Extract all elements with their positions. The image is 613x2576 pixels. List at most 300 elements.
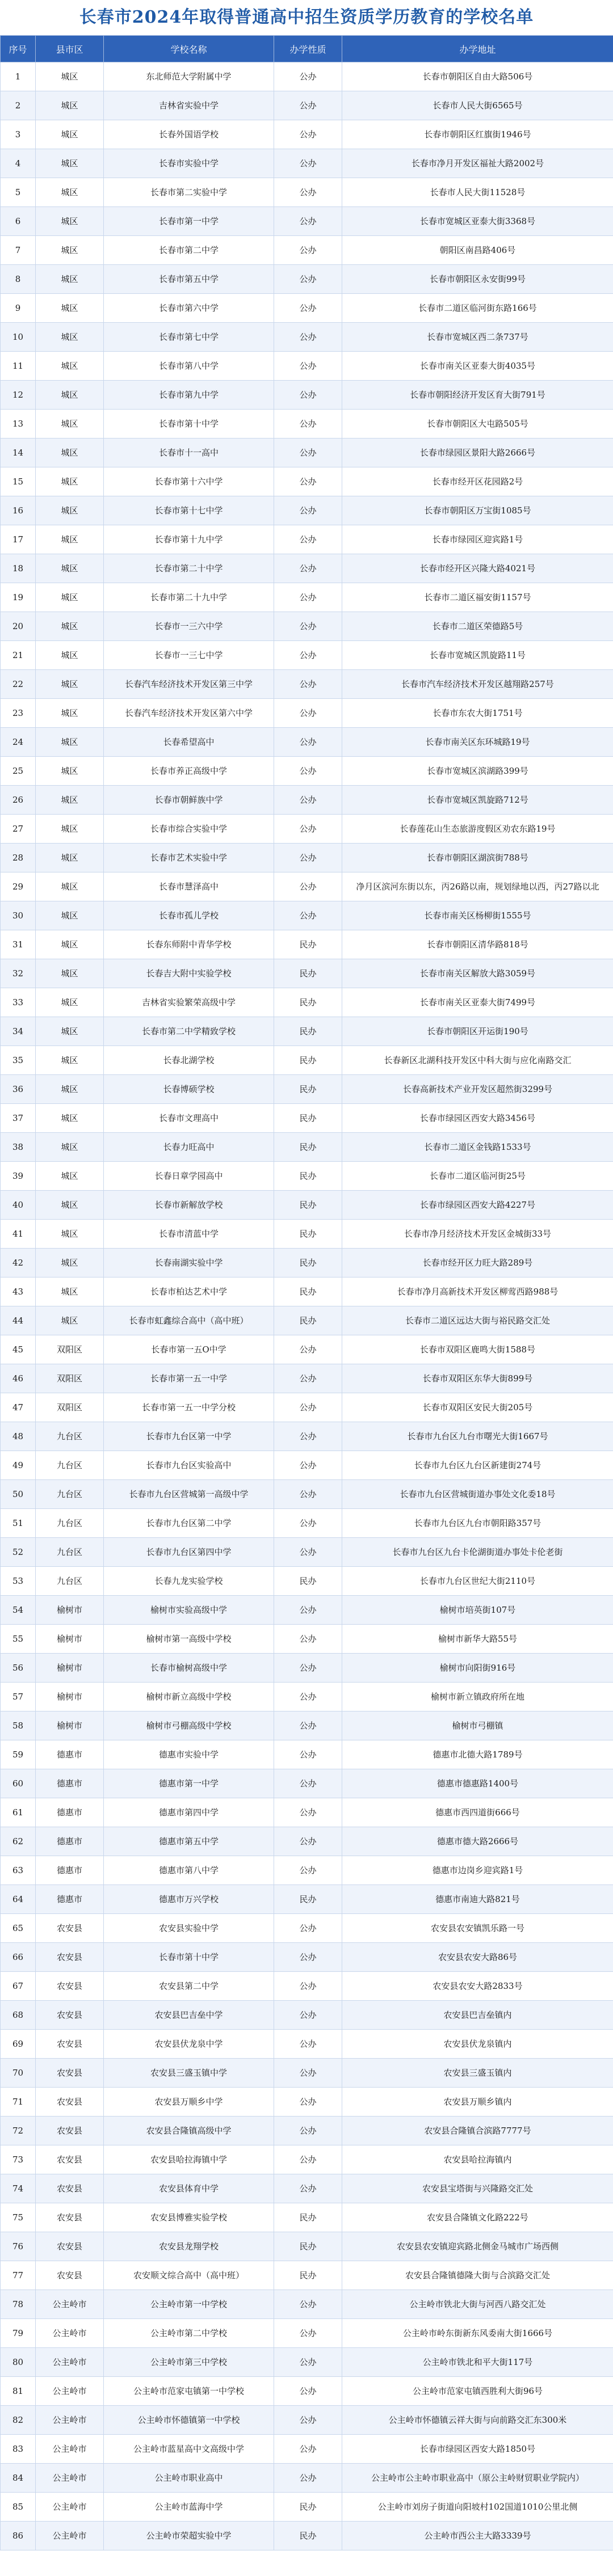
cell-index: 55	[1, 1625, 36, 1654]
cell-address: 长春市朝阳区万宝街1085号	[342, 496, 613, 525]
table-row	[1, 1827, 613, 1856]
cell-district: 榆树市	[36, 1683, 104, 1711]
cell-school-type: 公办	[274, 728, 342, 757]
cell-school-name: 长春市九台区第一中学	[104, 1422, 274, 1451]
table-row	[1, 2174, 613, 2203]
cell-district: 九台区	[36, 1509, 104, 1538]
cell-district: 农安县	[36, 2001, 104, 2030]
cell-school-type: 公办	[274, 872, 342, 901]
table-row	[1, 1335, 613, 1364]
cell-address: 长春市二道区金钱路1533号	[342, 1133, 613, 1162]
cell-school-type: 公办	[274, 1625, 342, 1654]
table-row	[1, 1885, 613, 1914]
cell-school-type: 公办	[274, 786, 342, 815]
table-row	[1, 612, 613, 641]
cell-school-name: 公主岭市职业高中	[104, 2464, 274, 2493]
cell-school-type: 公办	[274, 2030, 342, 2059]
cell-school-name: 公主岭市怀德镇第一中学校	[104, 2406, 274, 2435]
cell-address: 公主岭市范家屯镇西胜利大街96号	[342, 2377, 613, 2406]
cell-school-name: 农安县哈拉海镇中学	[104, 2145, 274, 2174]
cell-school-type: 民办	[274, 1278, 342, 1306]
cell-index: 59	[1, 1740, 36, 1769]
cell-school-name: 长春市柏达艺术中学	[104, 1278, 274, 1306]
cell-address: 长春市九台区世纪大街2110号	[342, 1567, 613, 1596]
cell-school-type: 公办	[274, 352, 342, 381]
cell-district: 公主岭市	[36, 2348, 104, 2377]
cell-address: 农安县合隆镇文化路222号	[342, 2203, 613, 2232]
cell-district: 城区	[36, 670, 104, 699]
cell-district: 城区	[36, 467, 104, 496]
cell-address: 长春市宽城区西二条737号	[342, 323, 613, 352]
cell-address: 德惠市北德大路1789号	[342, 1740, 613, 1769]
cell-address: 长春市朝阳区大屯路505号	[342, 410, 613, 439]
cell-address: 榆树市新华大路55号	[342, 1625, 613, 1654]
cell-address: 长春市净月高新技术开发区柳莺西路988号	[342, 1278, 613, 1306]
cell-school-type: 公办	[274, 2117, 342, 2145]
cell-school-type: 民办	[274, 1104, 342, 1133]
cell-district: 城区	[36, 1046, 104, 1075]
table-row	[1, 1191, 613, 1220]
cell-index: 21	[1, 641, 36, 670]
cell-district: 城区	[36, 988, 104, 1017]
cell-address: 长春市九台区九台卡伦湖街道办事处卡伦老街	[342, 1538, 613, 1567]
cell-school-name: 吉林省实验中学	[104, 91, 274, 120]
cell-school-name: 长春市第六中学	[104, 294, 274, 323]
cell-index: 65	[1, 1914, 36, 1943]
cell-school-type: 公办	[274, 2435, 342, 2464]
table-row	[1, 1278, 613, 1306]
cell-index: 61	[1, 1798, 36, 1827]
table-row	[1, 728, 613, 757]
cell-address: 长春市九台区九台区新建街274号	[342, 1451, 613, 1480]
cell-address: 长春市绿园区西安大路4227号	[342, 1191, 613, 1220]
cell-school-name: 长春市九台区实验高中	[104, 1451, 274, 1480]
cell-school-type: 公办	[274, 120, 342, 149]
cell-index: 5	[1, 178, 36, 207]
cell-school-type: 公办	[274, 1422, 342, 1451]
cell-school-type: 公办	[274, 207, 342, 236]
cell-school-type: 公办	[274, 815, 342, 844]
cell-school-name: 长春市慧泽高中	[104, 872, 274, 901]
cell-index: 25	[1, 757, 36, 786]
cell-address: 长春市九台区营城街道办事处文化委18号	[342, 1480, 613, 1509]
cell-address: 长春市净月开发区福祉大路2002号	[342, 149, 613, 178]
cell-school-type: 公办	[274, 178, 342, 207]
cell-district: 城区	[36, 265, 104, 294]
table-row	[1, 2261, 613, 2290]
cell-district: 城区	[36, 294, 104, 323]
cell-index: 69	[1, 2030, 36, 2059]
cell-school-type: 公办	[274, 1914, 342, 1943]
cell-school-name: 榆树市实验高级中学	[104, 1596, 274, 1625]
cell-district: 城区	[36, 207, 104, 236]
cell-district: 城区	[36, 120, 104, 149]
cell-district: 城区	[36, 236, 104, 265]
cell-district: 城区	[36, 1220, 104, 1249]
cell-school-type: 公办	[274, 236, 342, 265]
cell-address: 长春市净月经济技术开发区金城街33号	[342, 1220, 613, 1249]
cell-school-type: 公办	[274, 1943, 342, 1972]
cell-school-name: 长春东师附中青华学校	[104, 930, 274, 959]
cell-district: 九台区	[36, 1422, 104, 1451]
cell-district: 城区	[36, 554, 104, 583]
cell-address: 榆树市培英街107号	[342, 1596, 613, 1625]
cell-district: 德惠市	[36, 1885, 104, 1914]
cell-address: 公主岭市刘房子街道向阳坡村102国道1010公里北侧	[342, 2493, 613, 2522]
cell-school-type: 公办	[274, 439, 342, 467]
cell-school-name: 德惠市第八中学	[104, 1856, 274, 1885]
cell-index: 82	[1, 2406, 36, 2435]
cell-district: 农安县	[36, 1914, 104, 1943]
cell-index: 44	[1, 1306, 36, 1335]
cell-index: 28	[1, 844, 36, 872]
cell-index: 27	[1, 815, 36, 844]
cell-school-type: 公办	[274, 467, 342, 496]
cell-school-type: 公办	[274, 1683, 342, 1711]
cell-school-type: 公办	[274, 1856, 342, 1885]
cell-index: 20	[1, 612, 36, 641]
cell-district: 城区	[36, 1162, 104, 1191]
cell-district: 城区	[36, 439, 104, 467]
cell-school-name: 长春力旺高中	[104, 1133, 274, 1162]
cell-address: 长春市二道区荣德路5号	[342, 612, 613, 641]
cell-school-type: 公办	[274, 757, 342, 786]
table-row	[1, 583, 613, 612]
cell-school-type: 公办	[274, 1827, 342, 1856]
cell-address: 长春莲花山生态旅游度假区劝农东路19号	[342, 815, 613, 844]
cell-index: 38	[1, 1133, 36, 1162]
cell-school-type: 公办	[274, 91, 342, 120]
cell-district: 德惠市	[36, 1827, 104, 1856]
cell-district: 城区	[36, 699, 104, 728]
table-row	[1, 786, 613, 815]
cell-address: 长春市二道区临河街25号	[342, 1162, 613, 1191]
table-row	[1, 2290, 613, 2319]
cell-index: 31	[1, 930, 36, 959]
table-row	[1, 815, 613, 844]
cell-school-name: 榆树市新立高级中学校	[104, 1683, 274, 1711]
cell-address: 长春市绿园区西安大路3456号	[342, 1104, 613, 1133]
cell-school-type: 公办	[274, 583, 342, 612]
cell-school-type: 民办	[274, 1567, 342, 1596]
cell-address: 农安县合隆镇德隆大街与合滨路交汇处	[342, 2261, 613, 2290]
table-row	[1, 410, 613, 439]
table-row	[1, 120, 613, 149]
cell-school-name: 长春市九台区营城第一高级中学	[104, 1480, 274, 1509]
cell-index: 41	[1, 1220, 36, 1249]
table-row	[1, 439, 613, 467]
table-row	[1, 959, 613, 988]
cell-school-type: 民办	[274, 2493, 342, 2522]
table-row	[1, 525, 613, 554]
cell-school-name: 公主岭市第一中学校	[104, 2290, 274, 2319]
cell-index: 70	[1, 2059, 36, 2088]
cell-address: 公主岭市怀德镇云祥大街与向前路交汇东300米	[342, 2406, 613, 2435]
table-row	[1, 872, 613, 901]
cell-district: 城区	[36, 844, 104, 872]
cell-school-name: 长春日章学园高中	[104, 1162, 274, 1191]
cell-district: 城区	[36, 323, 104, 352]
table-row	[1, 1249, 613, 1278]
cell-district: 公主岭市	[36, 2493, 104, 2522]
cell-index: 33	[1, 988, 36, 1017]
cell-school-name: 长春市第十中学	[104, 410, 274, 439]
cell-school-name: 长春市文理高中	[104, 1104, 274, 1133]
table-row	[1, 2435, 613, 2464]
table-row	[1, 1509, 613, 1538]
cell-address: 榆树市向阳街916号	[342, 1654, 613, 1683]
cell-index: 71	[1, 2088, 36, 2117]
cell-index: 2	[1, 91, 36, 120]
cell-school-type: 民办	[274, 1162, 342, 1191]
cell-district: 城区	[36, 525, 104, 554]
cell-school-type: 公办	[274, 323, 342, 352]
cell-school-name: 长春市第五中学	[104, 265, 274, 294]
cell-address: 长春市宽城区凯旋路712号	[342, 786, 613, 815]
cell-address: 长春市经开区力旺大路289号	[342, 1249, 613, 1278]
cell-district: 城区	[36, 757, 104, 786]
cell-index: 37	[1, 1104, 36, 1133]
cell-address: 公主岭市西公主大路3339号	[342, 2522, 613, 2550]
table-row	[1, 2203, 613, 2232]
cell-school-type: 公办	[274, 265, 342, 294]
cell-school-type: 公办	[274, 1364, 342, 1393]
cell-school-name: 长春市第一五一中学	[104, 1364, 274, 1393]
cell-index: 18	[1, 554, 36, 583]
cell-district: 农安县	[36, 2117, 104, 2145]
cell-school-name: 长春希望高中	[104, 728, 274, 757]
cell-school-type: 公办	[274, 2406, 342, 2435]
cell-school-type: 民办	[274, 1017, 342, 1046]
cell-district: 城区	[36, 930, 104, 959]
cell-index: 72	[1, 2117, 36, 2145]
cell-index: 83	[1, 2435, 36, 2464]
column-header-index: 序号	[1, 36, 36, 62]
table-row	[1, 901, 613, 930]
cell-school-type: 公办	[274, 62, 342, 91]
cell-district: 城区	[36, 1017, 104, 1046]
cell-district: 城区	[36, 612, 104, 641]
cell-index: 23	[1, 699, 36, 728]
cell-index: 9	[1, 294, 36, 323]
cell-district: 榆树市	[36, 1596, 104, 1625]
table-row	[1, 988, 613, 1017]
cell-district: 双阳区	[36, 1335, 104, 1364]
cell-address: 长春市九台区九台市曙光大街1667号	[342, 1422, 613, 1451]
cell-index: 51	[1, 1509, 36, 1538]
cell-school-type: 民办	[274, 988, 342, 1017]
cell-school-name: 东北师范大学附属中学	[104, 62, 274, 91]
cell-address: 公主岭市公主岭市职业高中（原公主岭财贸职业学院内）	[342, 2464, 613, 2493]
table-row	[1, 236, 613, 265]
cell-district: 城区	[36, 496, 104, 525]
cell-school-name: 长春市第一五一中学分校	[104, 1393, 274, 1422]
cell-school-name: 长春市养正高级中学	[104, 757, 274, 786]
cell-index: 11	[1, 352, 36, 381]
cell-school-type: 公办	[274, 2319, 342, 2348]
cell-index: 81	[1, 2377, 36, 2406]
cell-school-name: 长春博硕学校	[104, 1075, 274, 1104]
cell-index: 60	[1, 1769, 36, 1798]
cell-school-type: 公办	[274, 2145, 342, 2174]
cell-index: 57	[1, 1683, 36, 1711]
cell-address: 农安县农安大路2833号	[342, 1972, 613, 2001]
cell-address: 长春市朝阳区永安街99号	[342, 265, 613, 294]
school-list-table	[0, 35, 613, 2550]
cell-index: 49	[1, 1451, 36, 1480]
cell-district: 公主岭市	[36, 2435, 104, 2464]
cell-address: 农安县宝塔街与兴隆路交汇处	[342, 2174, 613, 2203]
cell-district: 城区	[36, 352, 104, 381]
cell-address: 农安县三盛玉镇内	[342, 2059, 613, 2088]
cell-address: 农安县巴吉垒镇内	[342, 2001, 613, 2030]
cell-school-type: 公办	[274, 525, 342, 554]
cell-address: 农安县农安镇凯乐路一号	[342, 1914, 613, 1943]
cell-school-type: 公办	[274, 294, 342, 323]
cell-school-type: 公办	[274, 699, 342, 728]
cell-school-type: 公办	[274, 381, 342, 410]
cell-index: 3	[1, 120, 36, 149]
table-row	[1, 2059, 613, 2088]
cell-school-type: 公办	[274, 612, 342, 641]
cell-school-name: 榆树市第一高级中学校	[104, 1625, 274, 1654]
cell-district: 公主岭市	[36, 2522, 104, 2550]
cell-school-name: 农安县万顺乡中学	[104, 2088, 274, 2117]
cell-school-type: 公办	[274, 670, 342, 699]
cell-address: 净月区滨河东街以东，丙26路以南，规划绿地以西，丙27路以北	[342, 872, 613, 901]
cell-index: 86	[1, 2522, 36, 2550]
cell-address: 长春市朝阳区自由大路506号	[342, 62, 613, 91]
cell-district: 德惠市	[36, 1769, 104, 1798]
cell-school-name: 长春市艺术实验中学	[104, 844, 274, 872]
cell-school-type: 民办	[274, 1046, 342, 1075]
table-row	[1, 2319, 613, 2348]
cell-school-name: 长春市孤儿学校	[104, 901, 274, 930]
cell-index: 30	[1, 901, 36, 930]
cell-district: 榆树市	[36, 1625, 104, 1654]
table-row	[1, 178, 613, 207]
cell-district: 城区	[36, 1133, 104, 1162]
cell-index: 1	[1, 62, 36, 91]
table-row	[1, 1769, 613, 1798]
cell-school-name: 长春市实验中学	[104, 149, 274, 178]
cell-school-name: 德惠市万兴学校	[104, 1885, 274, 1914]
cell-address: 长春市二道区临河街东路166号	[342, 294, 613, 323]
cell-index: 4	[1, 149, 36, 178]
cell-school-name: 长春市第二中学精致学校	[104, 1017, 274, 1046]
cell-school-name: 长春市第十九中学	[104, 525, 274, 554]
cell-index: 39	[1, 1162, 36, 1191]
cell-index: 85	[1, 2493, 36, 2522]
table-row	[1, 496, 613, 525]
cell-district: 城区	[36, 1278, 104, 1306]
cell-school-type: 公办	[274, 1393, 342, 1422]
table-row	[1, 1422, 613, 1451]
cell-school-name: 长春市第一中学	[104, 207, 274, 236]
cell-school-type: 公办	[274, 901, 342, 930]
cell-school-name: 农安县龙翔学校	[104, 2232, 274, 2261]
cell-school-name: 长春市九台区第二中学	[104, 1509, 274, 1538]
cell-address: 德惠市德大路2666号	[342, 1827, 613, 1856]
cell-index: 13	[1, 410, 36, 439]
cell-index: 34	[1, 1017, 36, 1046]
cell-district: 城区	[36, 728, 104, 757]
table-row	[1, 2145, 613, 2174]
cell-address: 长春市南关区东环城路19号	[342, 728, 613, 757]
cell-address: 长春市人民大街11528号	[342, 178, 613, 207]
cell-school-type: 民办	[274, 2522, 342, 2550]
cell-index: 84	[1, 2464, 36, 2493]
cell-address: 长春市朝阳经济开发区育大街791号	[342, 381, 613, 410]
cell-index: 36	[1, 1075, 36, 1104]
cell-index: 12	[1, 381, 36, 410]
table-row	[1, 1162, 613, 1191]
cell-address: 长春市宽城区亚泰大街3368号	[342, 207, 613, 236]
cell-index: 52	[1, 1538, 36, 1567]
cell-address: 长春市朝阳区红旗街1946号	[342, 120, 613, 149]
cell-school-name: 长春市新解放学校	[104, 1191, 274, 1220]
table-row	[1, 554, 613, 583]
cell-address: 朝阳区南昌路406号	[342, 236, 613, 265]
cell-school-name: 长春市榆树高级中学	[104, 1654, 274, 1683]
cell-index: 24	[1, 728, 36, 757]
cell-school-name: 公主岭市蓝海中学	[104, 2493, 274, 2522]
cell-district: 城区	[36, 91, 104, 120]
cell-school-type: 公办	[274, 496, 342, 525]
cell-school-name: 长春市一三六中学	[104, 612, 274, 641]
cell-school-name: 长春市第十中学	[104, 1943, 274, 1972]
cell-index: 75	[1, 2203, 36, 2232]
cell-address: 长春市人民大街6565号	[342, 91, 613, 120]
table-row	[1, 1711, 613, 1740]
cell-address: 长春市南关区亚泰大街7499号	[342, 988, 613, 1017]
cell-index: 62	[1, 1827, 36, 1856]
table-row	[1, 1480, 613, 1509]
cell-school-name: 长春市第七中学	[104, 323, 274, 352]
table-row	[1, 1683, 613, 1711]
cell-index: 40	[1, 1191, 36, 1220]
cell-district: 农安县	[36, 2145, 104, 2174]
table-row	[1, 1914, 613, 1943]
cell-district: 公主岭市	[36, 2290, 104, 2319]
cell-district: 双阳区	[36, 1393, 104, 1422]
table-row	[1, 207, 613, 236]
cell-district: 农安县	[36, 2261, 104, 2290]
cell-index: 19	[1, 583, 36, 612]
cell-school-name: 德惠市实验中学	[104, 1740, 274, 1769]
cell-school-name: 长春市一三七中学	[104, 641, 274, 670]
cell-index: 80	[1, 2348, 36, 2377]
cell-school-type: 公办	[274, 1451, 342, 1480]
cell-school-type: 公办	[274, 149, 342, 178]
cell-address: 农安县农安镇迎宾路北侧金马城市广场西侧	[342, 2232, 613, 2261]
table-header-row	[1, 36, 613, 62]
table-row	[1, 699, 613, 728]
cell-school-name: 长春市第九中学	[104, 381, 274, 410]
cell-district: 城区	[36, 62, 104, 91]
cell-school-name: 长春市第二十中学	[104, 554, 274, 583]
cell-school-name: 长春市十一高中	[104, 439, 274, 467]
cell-address: 长春市朝阳区湖滨街788号	[342, 844, 613, 872]
table-row	[1, 149, 613, 178]
cell-address: 长春市二道区远达大街与裕民路交汇处	[342, 1306, 613, 1335]
cell-index: 64	[1, 1885, 36, 1914]
cell-address: 农安县万顺乡镇内	[342, 2088, 613, 2117]
table-row	[1, 323, 613, 352]
table-row	[1, 352, 613, 381]
cell-index: 58	[1, 1711, 36, 1740]
cell-index: 63	[1, 1856, 36, 1885]
